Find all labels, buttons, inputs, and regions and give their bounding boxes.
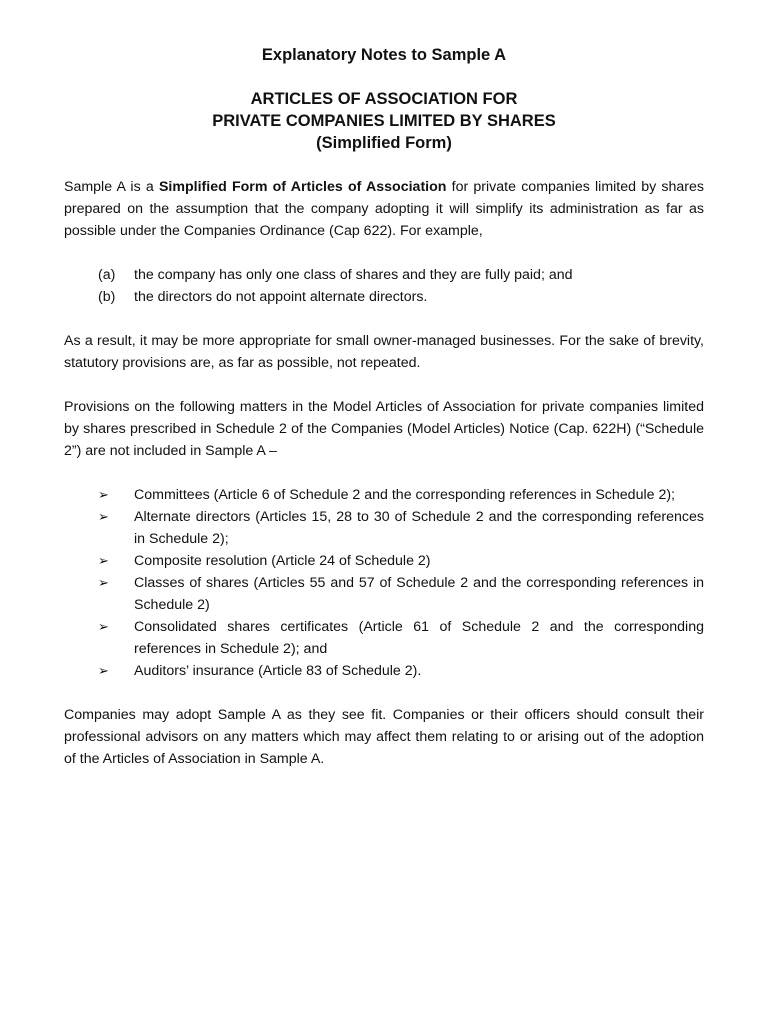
list-item xyxy=(64,572,704,616)
alpha-marker: (b) xyxy=(98,289,116,305)
alpha-list-item xyxy=(64,286,704,308)
list-item xyxy=(64,660,704,682)
bullet-text: Consolidated shares certificates (Article 61 of Schedule 2 and the corresponding references in Schedule 2); and xyxy=(134,619,704,657)
alpha-list xyxy=(64,264,704,308)
alpha-marker: (a) xyxy=(98,267,116,283)
arrow-bullet-icon: ➢ xyxy=(98,619,109,634)
heading-line-1: ARTICLES OF ASSOCIATION FOR xyxy=(250,90,518,108)
list-item xyxy=(64,506,704,550)
arrow-bullet-icon: ➢ xyxy=(98,487,109,502)
result-paragraph: As a result, it may be more appropriate for small owner-managed businesses. For the sake of brevity, statutory provisions are, as far as possible, not repeated. xyxy=(64,333,704,371)
document-heading xyxy=(64,88,704,154)
bullet-text: Committees (Article 6 of Schedule 2 and the corresponding references in Schedule 2); xyxy=(134,487,675,503)
intro-text-end: for private companies limited by shares prepared on the assumption that the company adopting it will simplify its administration as far as possible under the Companies Ordinance (Cap 622). For example, xyxy=(64,179,704,239)
arrow-bullet-icon: ➢ xyxy=(98,553,109,568)
alpha-item-text: the company has only one class of shares and they are fully paid; and xyxy=(134,267,573,283)
list-item xyxy=(64,484,704,506)
alpha-item-text: the directors do not appoint alternate directors. xyxy=(134,289,428,305)
heading-line-3: (Simplified Form) xyxy=(316,134,452,152)
excluded-matters-list xyxy=(64,484,704,682)
heading-line-2: PRIVATE COMPANIES LIMITED BY SHARES xyxy=(212,112,556,130)
document-title: Explanatory Notes to Sample A xyxy=(261,46,507,64)
document-page xyxy=(64,44,704,770)
intro-bold-text: Simplified Form of Articles of Association xyxy=(158,179,447,195)
arrow-bullet-icon: ➢ xyxy=(98,509,109,524)
arrow-bullet-icon: ➢ xyxy=(98,663,109,678)
provisions-paragraph: Provisions on the following matters in the Model Articles of Association for private companies limited by shares prescribed in Schedule 2 of the Companies (Model Articles) Notice (Cap. 622H) (“Schedule 2”) are not included in Sample A – xyxy=(64,399,704,459)
bullet-text: Composite resolution (Article 24 of Schedule 2) xyxy=(134,553,431,569)
list-item xyxy=(64,550,704,572)
closing-paragraph: Companies may adopt Sample A as they see fit. Companies or their officers should consult their professional advisors on any matters which may affect them relating to or arising out of the adoption of the Articles of Association in Sample A. xyxy=(64,707,704,767)
intro-paragraph xyxy=(64,176,704,242)
list-item xyxy=(64,616,704,660)
intro-text-start: Sample A is a xyxy=(64,179,159,195)
bullet-text: Classes of shares (Articles 55 and 57 of Schedule 2 and the corresponding references in Schedule 2) xyxy=(134,575,704,613)
arrow-bullet-icon: ➢ xyxy=(98,575,109,590)
alpha-list-item xyxy=(64,264,704,286)
bullet-text: Alternate directors (Articles 15, 28 to 30 of Schedule 2 and the corresponding references in Schedule 2); xyxy=(134,509,704,547)
bullet-text: Auditors’ insurance (Article 83 of Schedule 2). xyxy=(134,663,422,679)
